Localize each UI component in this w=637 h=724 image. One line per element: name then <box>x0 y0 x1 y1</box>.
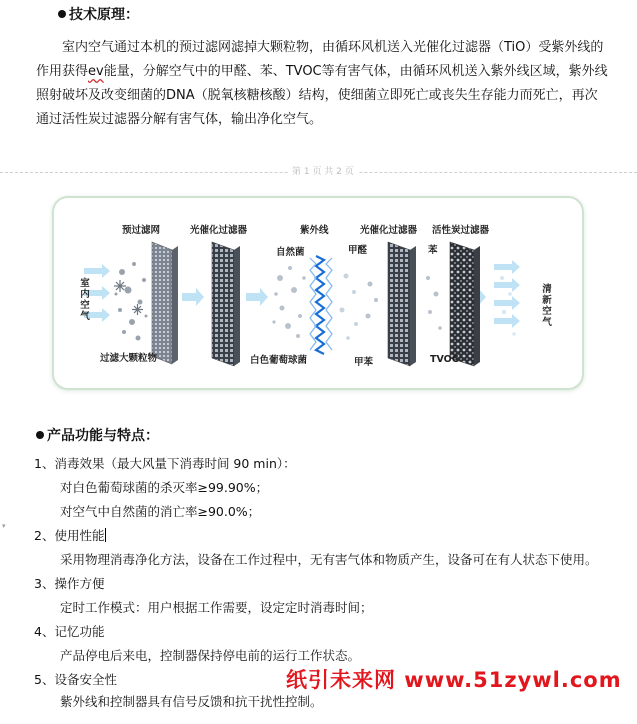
label-large-particles: 过滤大颗粒物 <box>100 353 158 364</box>
label-prefilter: 预过滤网 <box>122 225 161 236</box>
principle-paragraph: 室内空气通过本机的预过滤网滤掉大颗粒物，由循环风机送入光催化过滤器（TiO）受紫外线的作用获得ev能量，分解空气中的甲醛、苯、TVOC等有害气体，由循环风机送入紫外线区域，紫外线照射破坏及改变细菌的DNA（脱氧核糖核酸）结构，使细菌立即死亡或丧失生存能力而死亡，再次通过活性炭过滤器分解有害气体，输出净化空气。 <box>36 40 608 127</box>
feature-3-line-1: 定时工作模式：用户根据工作需要，设定定时消毒时间； <box>60 600 373 615</box>
carbon-filter-panel <box>450 242 480 366</box>
label-formaldehyde: 甲醛 <box>348 245 368 256</box>
uv-light-icon <box>310 256 332 354</box>
bullet-icon <box>36 431 44 439</box>
label-indoor-air: 室内空气 <box>80 278 90 322</box>
feature-4-line-1: 产品停电后来电，控制器保持停电前的运行工作状态。 <box>60 648 361 663</box>
feature-4-title: 4、记忆功能 <box>34 624 105 639</box>
feature-5-line-1: 紫外线和控制器具有信号反馈和抗干扰性控制。 <box>60 694 323 709</box>
feature-2-title: 2、使用性能 <box>34 528 105 543</box>
margin-marker: ▾ <box>2 522 6 530</box>
bacteria-icon <box>272 266 305 338</box>
text-cursor <box>105 528 106 542</box>
feature-1-line-2: 对空气中自然菌的消亡率≥90.0%； <box>60 504 261 519</box>
bullet-icon <box>58 10 66 18</box>
page-marker: 第 1 页 共 2 页 <box>288 164 358 177</box>
bacteria-icon-right <box>340 274 359 340</box>
site-watermark: 纸引未来网 www.51zywl.com <box>286 668 622 692</box>
label-photocat-1: 光催化过滤器 <box>190 225 248 236</box>
photocatalyst-panel-2 <box>388 242 416 366</box>
feature-1-line-1: 对白色葡萄球菌的杀灭率≥99.90%； <box>60 480 269 495</box>
feature-2-line-1: 采用物理消毒净化方法，设备在工作过程中，无有害气体和物质产生，设备可在有人状态下使用。 <box>60 552 598 567</box>
particles-icon <box>115 262 148 341</box>
label-toluene: 甲苯 <box>354 357 374 368</box>
section-heading-principle: 技术原理： <box>58 4 139 24</box>
label-uv: 紫外线 <box>300 225 329 236</box>
prefilter-panel <box>152 242 178 364</box>
feature-1-title: 1、消毒效果（最大风量下消毒时间 90 min）： <box>34 456 296 471</box>
label-carbon: 活性炭过滤器 <box>432 225 490 236</box>
label-fresh-air: 清新空气 <box>542 284 552 328</box>
photocatalyst-panel-1 <box>212 242 240 366</box>
label-natural-bacteria: 自然菌 <box>276 247 305 258</box>
feature-5-title: 5、设备安全性 <box>34 672 117 687</box>
label-benzene: 苯 <box>428 245 438 256</box>
purification-diagram <box>52 196 584 390</box>
label-tvoc: TVOC <box>430 354 459 365</box>
label-photocat-2: 光催化过滤器 <box>360 225 418 236</box>
feature-3-title: 3、操作方便 <box>34 576 105 591</box>
fresh-air-arrows <box>494 260 520 328</box>
label-staph: 白色葡萄球菌 <box>250 355 308 366</box>
section-heading-features: 产品功能与特点： <box>36 425 159 445</box>
spellcheck-word: ev <box>88 64 104 79</box>
